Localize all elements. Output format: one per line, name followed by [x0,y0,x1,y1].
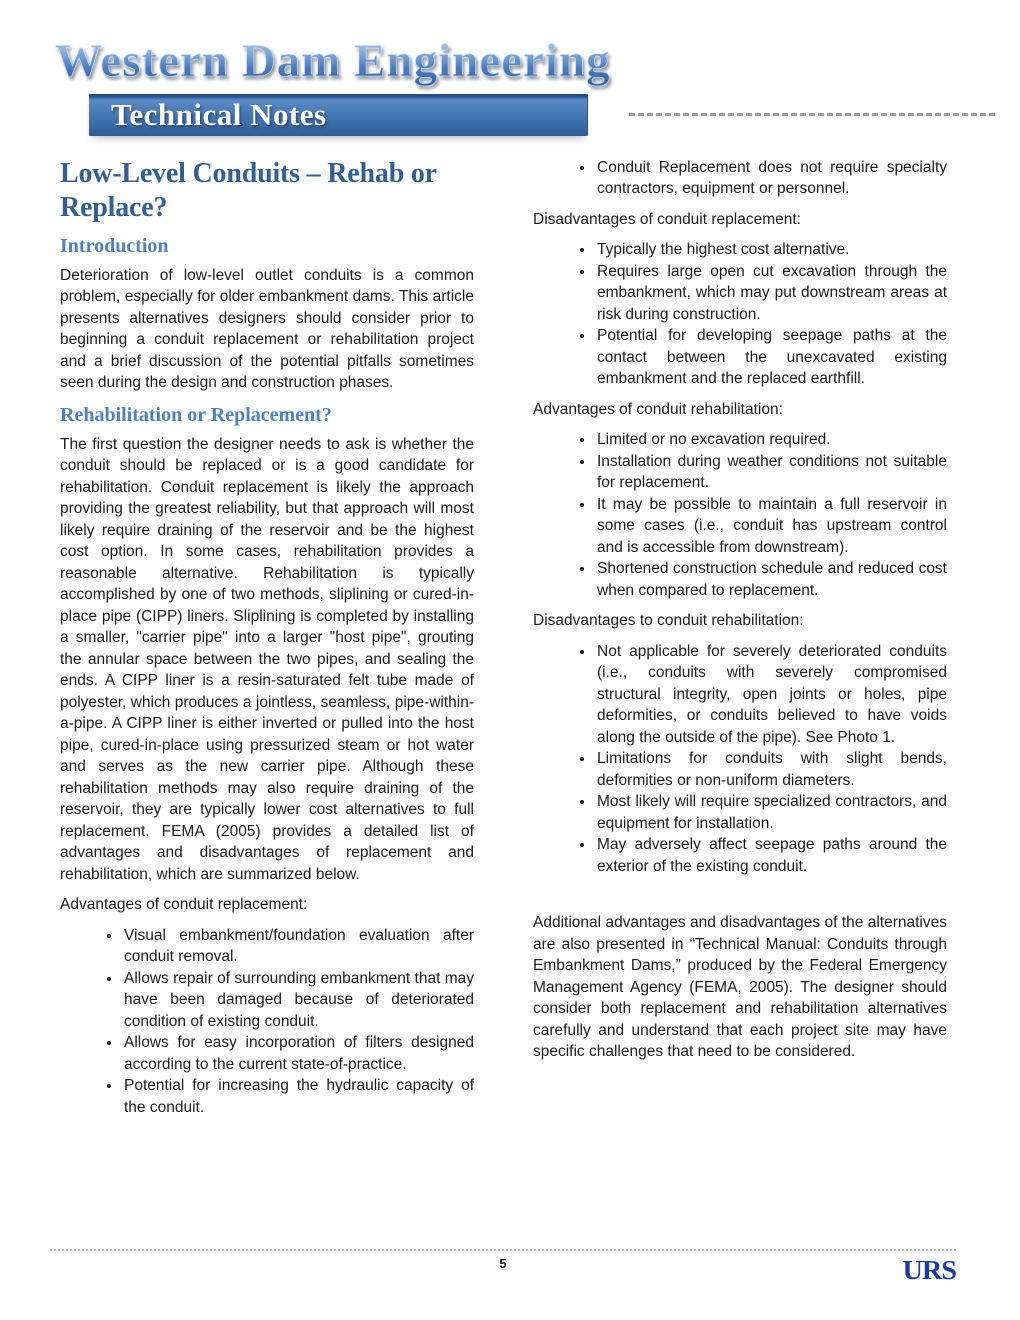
newsletter-title: Western Dam Engineering [55,35,611,87]
bullet-item: • Conduit Replacement does not require specialty contractors, equipment or personnel. [595,157,947,200]
technical-notes-banner [89,94,587,136]
bullet-item: • Most likely will require specialized contractors, and equipment for installation. [595,791,947,834]
bullet-item: • Typically the highest cost alternative. [595,239,947,261]
right-column [533,157,947,1128]
dotted-divider [50,1249,956,1251]
paragraph: Additional advantages and disadvantages of the alternatives are also presented in “Technical Manual: Conduits through Embankment Dams,” produced by the Federal Emergency Management Agency (FEMA, 2005). The designer should consider both replacement and rehabilitation alternatives carefully and understand that each project site may have specific challenges that need to be considered. [533,914,947,1061]
paragraph: Deterioration of low-level outlet conduits is a common problem, especially for older embankment dams. This article presents alternatives designers should consider prior to beginning a conduit replacement or rehabilitation project and a brief discussion of the potential pitfalls sometimes seen during the design and construction phases. [60,266,474,392]
bullet-item: • Visual embankment/foundation evaluation after conduit removal. [122,925,474,968]
bullet-item: • Requires large open cut excavation through the embankment, which may put downstream areas at risk during construction. [595,261,947,326]
section-heading: Rehabilitation or Replacement? [60,403,332,426]
left-column [60,157,474,1128]
paragraph: Disadvantages to conduit rehabilitation: [533,612,804,630]
paragraph: Disadvantages of conduit replacement: [533,210,801,228]
bullet-item: • It may be possible to maintain a full reservoir in some cases (i.e., conduit has upstream control and is accessible from downstream). [595,494,947,559]
bullet-item: • Allows for easy incorporation of filters designed according to the current state-of-practice. [122,1032,474,1075]
dashed-divider [629,113,995,116]
bullet-item: • Allows repair of surrounding embankment that may have been damaged because of deteriorated condition of existing conduit. [122,968,474,1033]
bullet-item: • Limitations for conduits with slight bends, deformities or non-uniform diameters. [595,748,947,791]
bullet-list [533,429,947,601]
bullet-item: • Limited or no excavation required. [595,429,947,451]
banner-row [55,94,1020,136]
bullet-list [533,641,947,878]
blank-line [533,886,947,912]
page-number: 5 [499,1256,507,1271]
bullet-item: • Installation during weather conditions not suitable for replacement. [595,451,947,494]
bullet-item: • Shortened construction schedule and reduced cost when compared to replacement. [595,558,947,601]
section-heading: Introduction [60,234,169,257]
bullet-item: • Potential for developing seepage paths at the contact between the unexcavated existing embankment and the replaced earthfill. [595,325,947,390]
bullet-item: • Not applicable for severely deteriorated conduits (i.e., conduits with severely compromised structural integrity, open joints or holes, pipe deformities, or conduits believed to have voids along the outside of the pipe). See Photo 1. [595,641,947,749]
banner-label: Technical Notes [111,96,327,132]
bullet-item: • May adversely affect seepage paths around the exterior of the existing conduit. [595,834,947,877]
urs-logo: URS [902,1255,956,1285]
masthead [0,0,1020,136]
bullet-list [533,239,947,390]
article-body [0,136,1020,1128]
bullet-item: • Potential for increasing the hydraulic capacity of the conduit. [122,1075,474,1118]
paragraph: Advantages of conduit replacement: [60,896,308,914]
bullet-list [533,157,947,200]
article-title: Low-Level Conduits – Rehab or Replace? [60,157,437,223]
page-footer [50,1249,956,1285]
paragraph: The first question the designer needs to ask is whether the conduit should be replaced or is a good candidate for rehabilitation. Conduit replacement is likely the approach providing the greatest reliability, but that approach will most likely require draining of the reservoir and be the highest cost option. In some cases, rehabilitation provides a reasonable alternative. Rehabilitation is typically accomplished by one of two methods, sliplining or cured-in-place pipe (CIPP) liners. Sliplining is completed by installing a smaller, "carrier pipe" into a larger "host pipe", grouting the annular space between the two pipes, and sealing the ends. A CIPP liner is a resin-saturated felt tube made of polyester, which produces a jointless, seamless, pipe-within-a-pipe. A CIPP liner is either inverted or pulled into the host pipe, cured-in-place using pressurized steam or hot water and serves as the new carrier pipe. Although these rehabilitation methods may also require draining of the reservoir, they are typically lower cost alternatives to full replacement. FEMA (2005) provides a detailed list of advantages and disadvantages of replacement and rehabilitation, which are summarized below. [60,435,474,883]
paragraph: Advantages of conduit rehabilitation: [533,400,783,418]
bullet-list [60,925,474,1119]
